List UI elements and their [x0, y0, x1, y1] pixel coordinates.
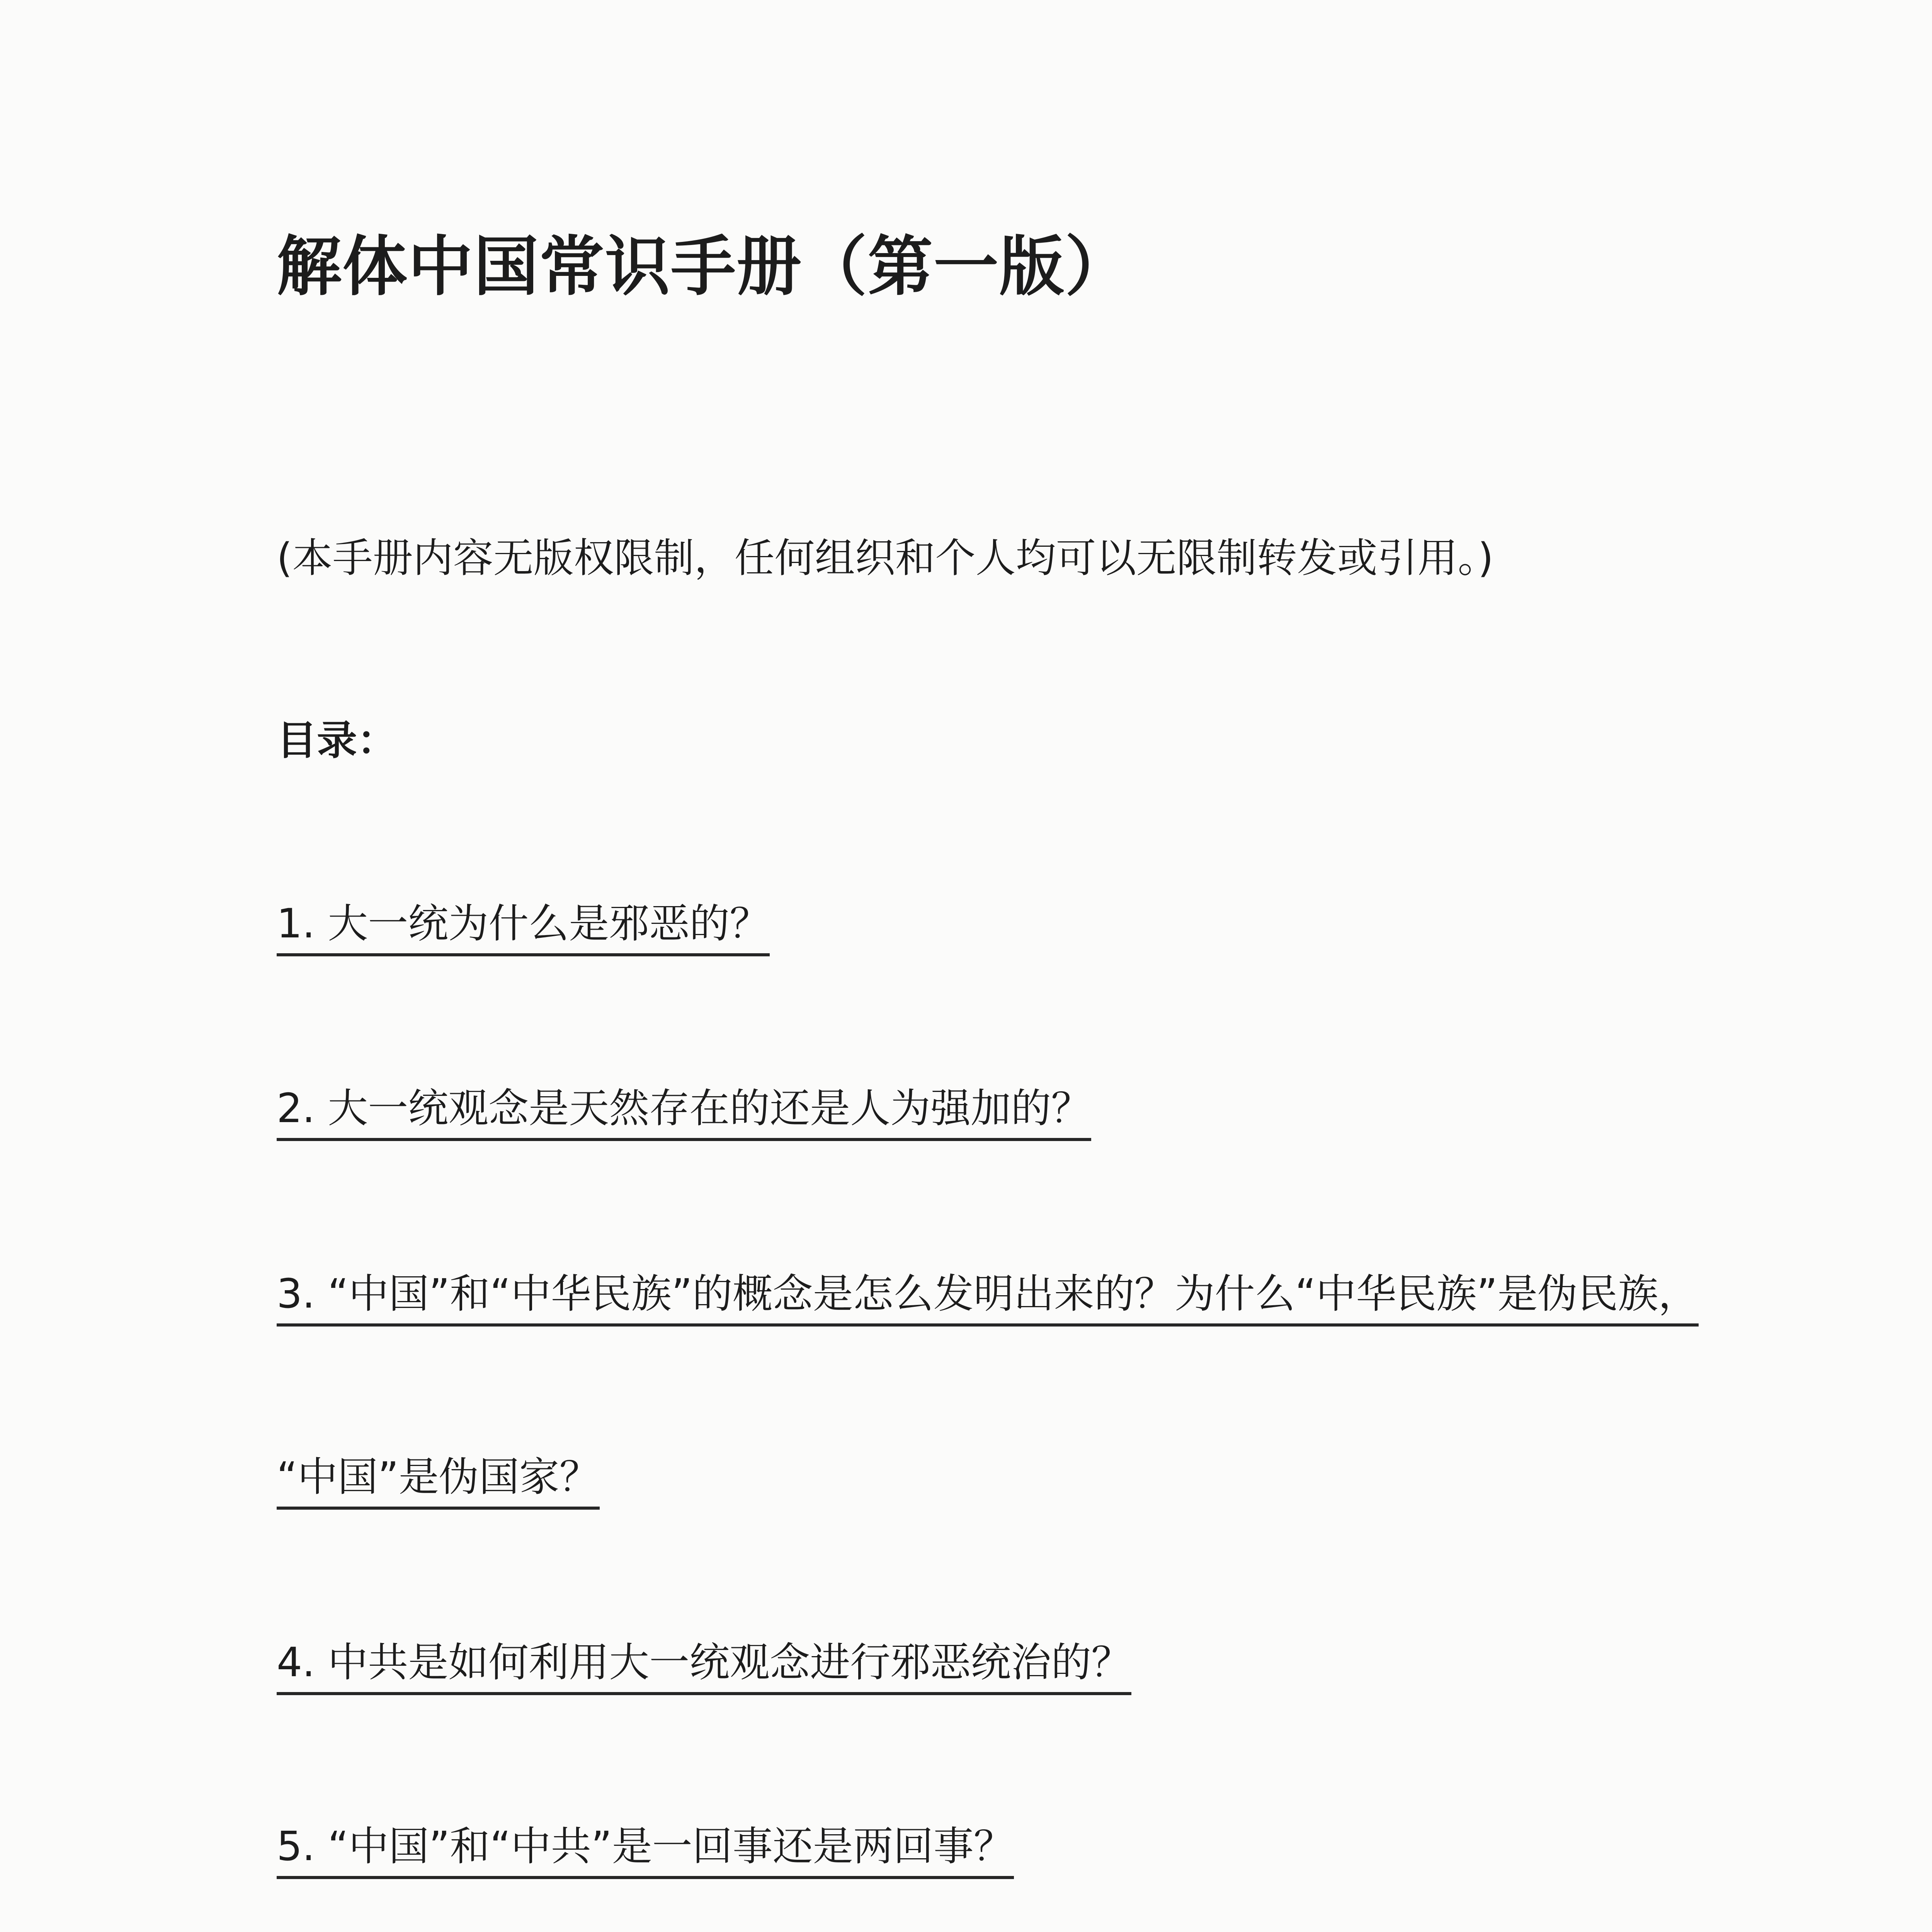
toc-link-4[interactable]: 4. 中共是如何利用大一统观念进行邪恶统治的？ — [277, 1638, 1131, 1695]
document-title: 解体中国常识手册（第一版） — [277, 229, 1131, 304]
toc-link-3-continued[interactable]: “中国”是伪国家？ — [277, 1453, 600, 1510]
toc-link-1[interactable]: 1. 大一统为什么是邪恶的？ — [277, 900, 770, 956]
toc-heading: 目录： — [277, 717, 398, 764]
copyright-notice: (本手册内容无版权限制，任何组织和个人均可以无限制转发或引用。) — [277, 534, 1494, 582]
toc-link-2[interactable]: 2. 大一统观念是天然存在的还是人为强加的？ — [277, 1084, 1091, 1141]
toc-link-5[interactable]: 5. “中国”和“中共”是一回事还是两回事？ — [277, 1822, 1014, 1879]
toc-link-3[interactable]: 3. “中国”和“中华民族”的概念是怎么发明出来的？为什么“中华民族”是伪民族， — [277, 1270, 1699, 1327]
